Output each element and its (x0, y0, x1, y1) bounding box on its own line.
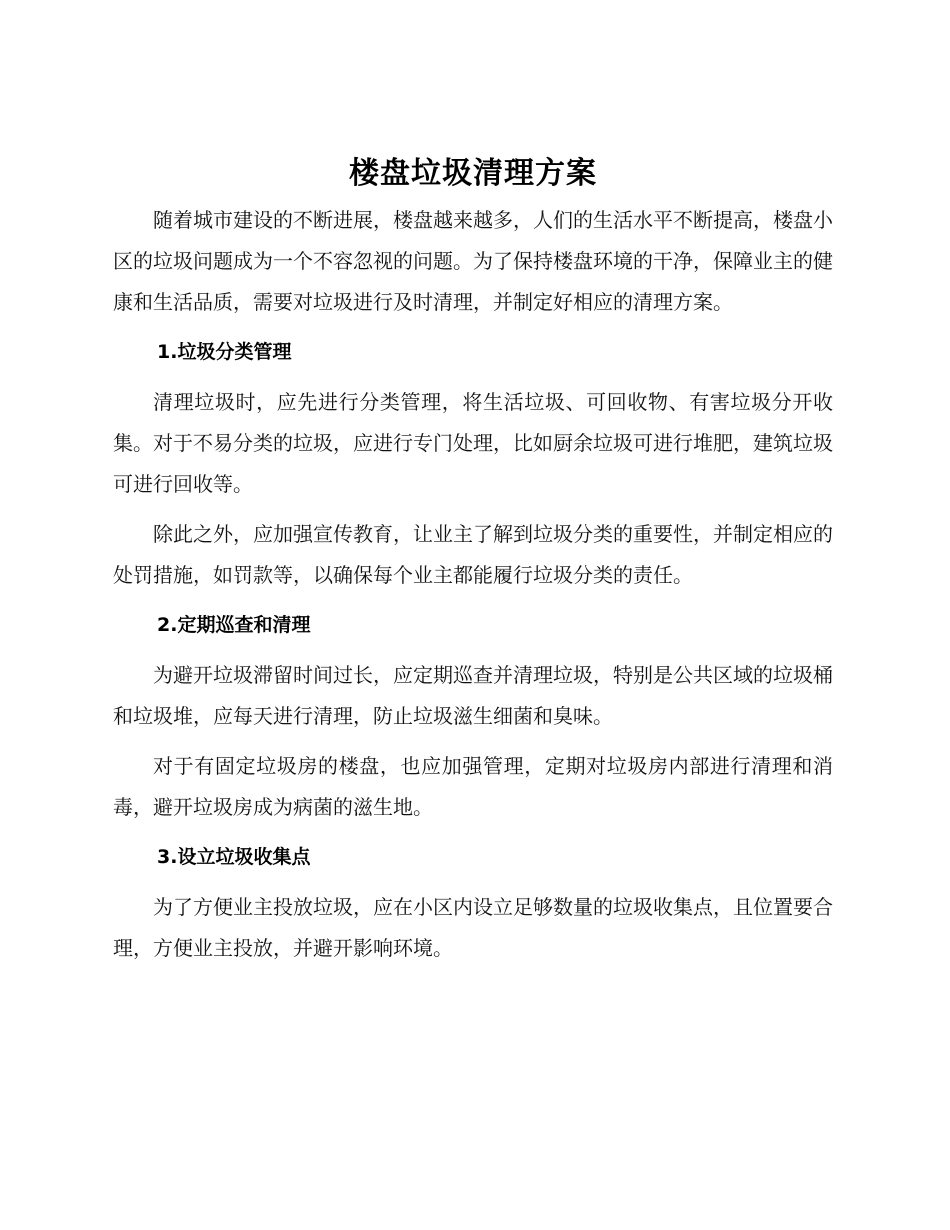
section-heading-3: 3.设立垃圾收集点 (157, 846, 311, 868)
document-title: 楼盘垃圾清理方案 (349, 156, 597, 191)
section-1-paragraph-1: 清理垃圾时，应先进行分类管理，将生活垃圾、可回收物、有害垃圾分开收集。对于不易分类的垃圾，应进行专门处理，比如厨余垃圾可进行堆肥，建筑垃圾可进行回收等。 (113, 390, 833, 496)
section-heading-2: 2.定期巡查和清理 (157, 614, 311, 636)
section-2-paragraph-2: 对于有固定垃圾房的楼盘，也应加强管理，定期对垃圾房内部进行清理和消毒，避开垃圾房成为病菌的滋生地。 (113, 754, 833, 819)
section-2-paragraph-1: 为避开垃圾滞留时间过长，应定期巡查并清理垃圾，特别是公共区域的垃圾桶和垃圾堆，应每天进行清理，防止垃圾滋生细菌和臭味。 (113, 663, 833, 728)
document-body (113, 148, 833, 969)
intro-paragraph: 随着城市建设的不断进展，楼盘越来越多，人们的生活水平不断提高，楼盘小区的垃圾问题成为一个不容忽视的问题。为了保持楼盘环境的干净，保障业主的健康和生活品质，需要对垃圾进行及时清理，并制定好相应的清理方案。 (113, 208, 833, 314)
section-heading-1: 1.垃圾分类管理 (157, 341, 292, 363)
section-3-paragraph-1: 为了方便业主投放垃圾，应在小区内设立足够数量的垃圾收集点，且位置要合理，方便业主投放，并避开影响环境。 (113, 895, 833, 960)
section-1-paragraph-2: 除此之外，应加强宣传教育，让业主了解到垃圾分类的重要性，并制定相应的处罚措施，如罚款等，以确保每个业主都能履行垃圾分类的责任。 (113, 522, 833, 587)
